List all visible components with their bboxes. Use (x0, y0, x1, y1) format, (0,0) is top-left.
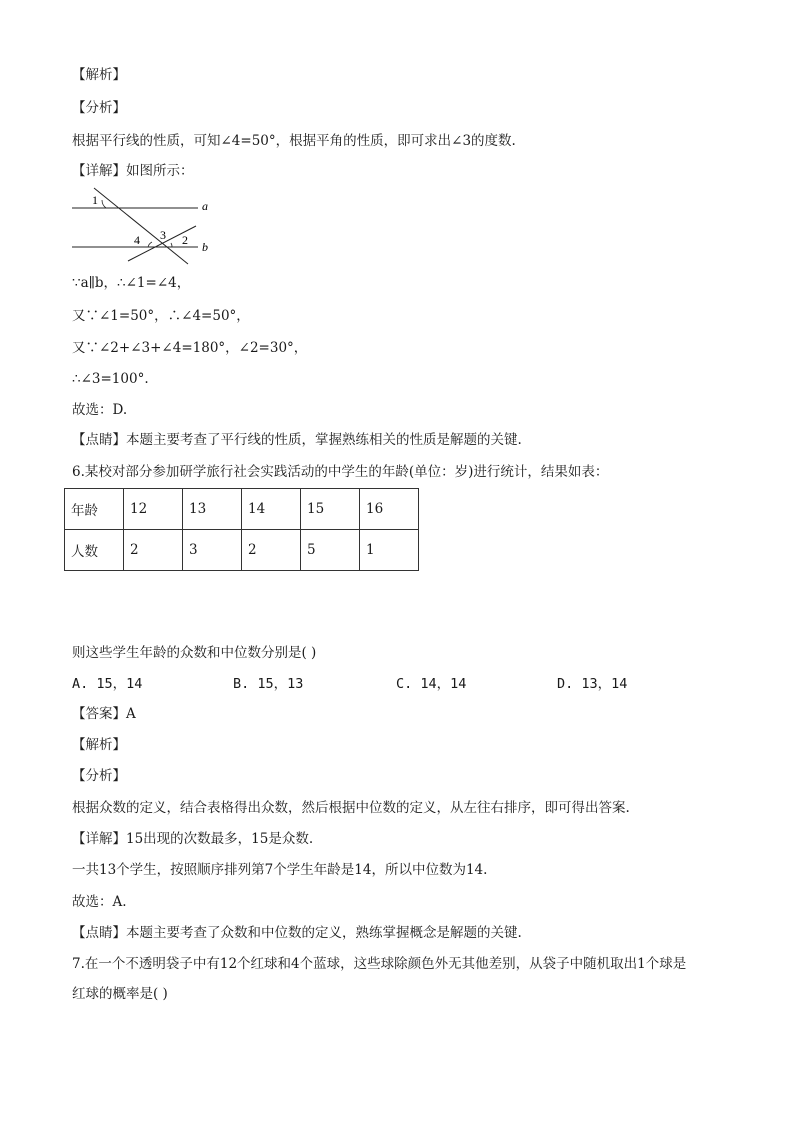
angle-label-1: 1 (92, 193, 98, 207)
angle-label-2: 2 (182, 233, 188, 247)
parallel-lines-figure (68, 186, 228, 266)
detail-text-2: 【详解】15出现的次数最多，15是众数. (72, 831, 314, 847)
table-cell: 人数 (65, 530, 124, 571)
fenxi-heading-2: 【分析】 (72, 768, 126, 784)
table-cell: 2 (124, 530, 183, 571)
step-text-1: ∵a∥b，∴∠1=∠4， (72, 275, 191, 291)
table-cell: 1 (360, 530, 419, 571)
step-text-3: 又∵∠2+∠3+∠4=180°，∠2=30°， (72, 340, 308, 356)
comment-text-2: 【点睛】本题主要考查了众数和中位数的定义，熟练掌握概念是解题的关键. (72, 925, 522, 941)
table-cell: 14 (242, 489, 301, 530)
angle-arc-1 (102, 200, 106, 208)
transversal-1 (94, 188, 188, 264)
table-row (65, 530, 419, 571)
table-cell: 12 (124, 489, 183, 530)
table-cell: 3 (183, 530, 242, 571)
step-text-4: ∴∠3=100°. (72, 371, 149, 387)
angle-label-3: 3 (160, 228, 166, 242)
analysis-text-2: 根据众数的定义，结合表格得出众数，然后根据中位数的定义，从左往右排序，即可得出答案. (72, 800, 630, 816)
table-cell: 16 (360, 489, 419, 530)
jiexi-heading-2: 【解析】 (72, 737, 126, 753)
option-b: B. 15，13 (233, 676, 304, 692)
answer-text-6: 【答案】A (72, 706, 136, 722)
option-d: D. 13，14 (557, 676, 628, 692)
comment-text-1: 【点睛】本题主要考查了平行线的性质，掌握熟练相关的性质是解题的关键. (72, 432, 522, 448)
table-cell: 15 (301, 489, 360, 530)
angle-label-4: 4 (134, 233, 140, 247)
question-6: 6.某校对部分参加研学旅行社会实践活动的中学生的年龄(单位：岁)进行统计，结果如表： (72, 464, 609, 480)
step-text-2: 又∵∠1=50°，∴∠4=50°， (72, 308, 250, 324)
table-row (65, 489, 419, 530)
choose-text-1: 故选：D. (72, 402, 128, 418)
step-text-5: 一共13个学生，按照顺序排列第7个学生年龄是14，所以中位数为14. (72, 862, 488, 878)
table-cell: 13 (183, 489, 242, 530)
choose-text-2: 故选：A. (72, 894, 127, 910)
angle-arc-4 (148, 242, 152, 247)
detail-heading-1: 【详解】如图所示： (72, 163, 194, 179)
fenxi-heading-1: 【分析】 (72, 100, 126, 116)
line-label-b: b (202, 240, 208, 254)
option-a: A. 15，14 (72, 676, 143, 692)
table-cell: 2 (242, 530, 301, 571)
age-table (64, 488, 419, 571)
table-cell: 5 (301, 530, 360, 571)
line-label-a: a (202, 199, 208, 213)
jiexi-heading-1: 【解析】 (72, 67, 126, 83)
analysis-text-1: 根据平行线的性质，可知∠4=50°，根据平角的性质，即可求出∠3的度数. (72, 133, 516, 149)
question-6-ask: 则这些学生年龄的众数和中位数分别是( ) (72, 645, 317, 661)
option-c: C. 14，14 (396, 676, 467, 692)
question-7-line-2: 红球的概率是( ) (72, 986, 168, 1002)
table-cell: 年龄 (65, 489, 124, 530)
angle-arc-2 (171, 243, 172, 247)
question-7-line-1: 7.在一个不透明袋子中有12个红球和4个蓝球，这些球除颜色外无其他差别，从袋子中随机取出1个球是 (72, 956, 687, 972)
